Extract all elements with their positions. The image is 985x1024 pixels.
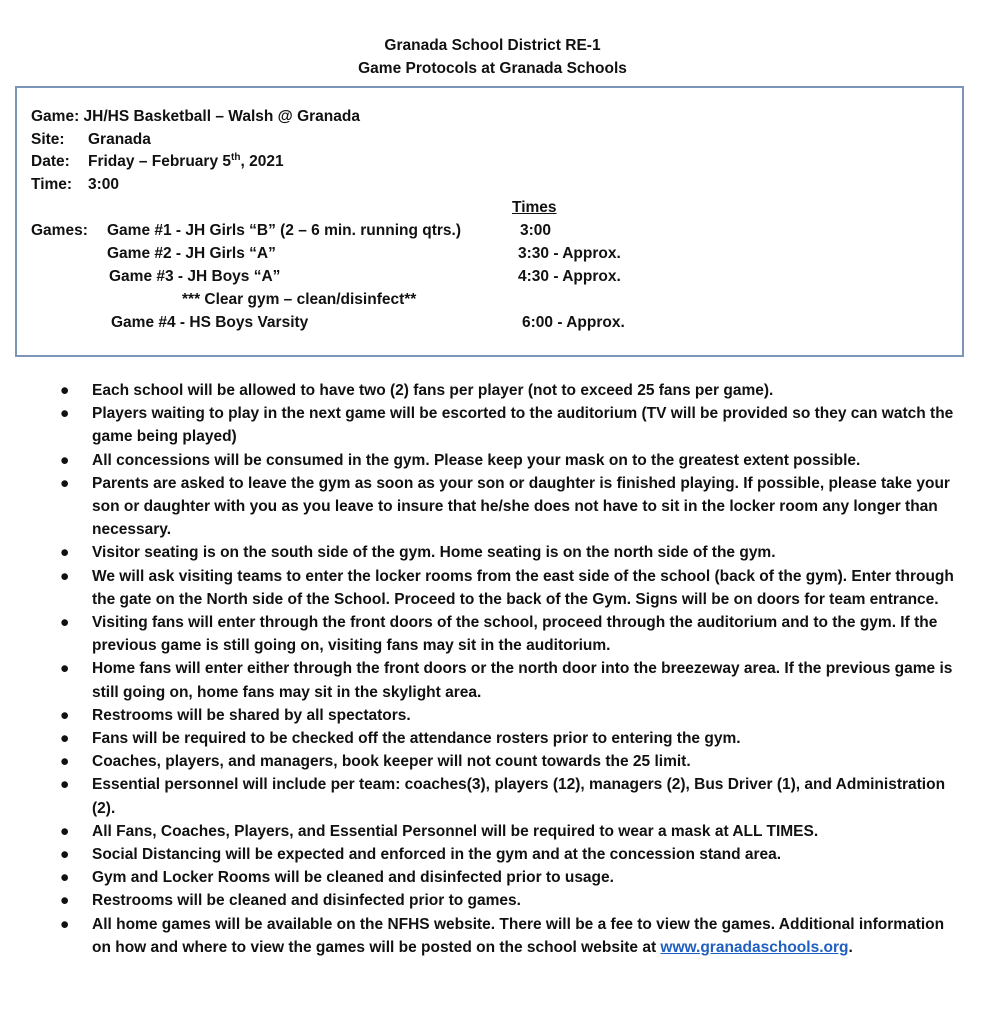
bullet-icon: ● <box>60 382 70 399</box>
bullet-icon: ● <box>60 892 70 910</box>
district-title: Granada School District RE-1 <box>384 37 601 54</box>
bullet-icon: ● <box>60 660 70 678</box>
rule-text: All home games will be available on the NFHS website. There will be a fee to view the games. Additional information on how and where to view the games will be posted on the school website at <box>92 915 945 956</box>
list-item <box>60 402 960 448</box>
rule-text: Visitor seating is on the south side of the gym. Home seating is on the north side of the gym. <box>92 544 776 562</box>
list-item <box>60 449 960 472</box>
list-item <box>60 565 960 611</box>
game-3-name: Game #3 - JH Boys “A” <box>109 268 281 285</box>
bullet-icon: ● <box>60 544 70 562</box>
date-value <box>88 152 284 172</box>
rule-text: Fans will be required to be checked off the attendance rosters prior to entering the gym. <box>92 730 741 748</box>
list-item <box>60 657 960 703</box>
list-item <box>60 843 960 866</box>
game-1-time: 3:00 <box>520 222 552 239</box>
document-header <box>0 34 985 80</box>
rule-text: Visiting fans will enter through the front doors of the school, proceed through the auditorium and to the gym. If the previous game is still going on, visiting fans may sit in the auditorium. <box>92 614 938 655</box>
game-4-time: 6:00 - Approx. <box>522 314 625 331</box>
game-4-name: Game #4 - HS Boys Varsity <box>111 314 309 331</box>
bullet-icon: ● <box>60 451 70 469</box>
date-text: Friday – February 5 <box>88 153 232 170</box>
rule-text: Parents are asked to leave the gym as soon as your son or daughter is finished playing. If possible, please take your son or daughter with you as you leave to insure that he/she does not have to sit in the locker room any longer than necessary. <box>92 474 950 539</box>
site-value: Granada <box>88 131 151 148</box>
rule-text: We will ask visiting teams to enter the locker rooms from the east side of the school (back of the gym). Enter through the gate on the North side of the School. Proceed to the back of the Gym. Signs will be on doors for team entrance. <box>92 567 954 608</box>
date-suffix: th <box>231 151 241 163</box>
bullet-icon: ● <box>60 915 70 933</box>
rule-text: Essential personnel will include per team: coaches(3), players (12), managers (2), Bus Driver (1), and Administration (2). <box>92 776 946 817</box>
list-item <box>60 889 960 912</box>
bullet-icon: ● <box>60 567 70 585</box>
list-item <box>60 727 960 750</box>
list-item <box>60 379 960 402</box>
bullet-icon: ● <box>60 405 70 423</box>
date-label: Date: <box>31 153 70 170</box>
bullet-icon: ● <box>60 730 70 748</box>
rule-text: Gym and Locker Rooms will be cleaned and disinfected prior to usage. <box>92 869 614 887</box>
protocol-list <box>60 379 960 959</box>
rule-text: Restrooms will be cleaned and disinfected prior to games. <box>92 892 521 910</box>
rule-text: Coaches, players, and managers, book keeper will not count towards the 25 limit. <box>92 753 691 771</box>
clear-gym-note: *** Clear gym – clean/disinfect** <box>182 291 417 308</box>
document-title: Game Protocols at Granada Schools <box>358 60 627 77</box>
game-2-time: 3:30 - Approx. <box>518 245 621 262</box>
game-2-name: Game #2 - JH Girls “A” <box>107 245 276 262</box>
rule-text: Players waiting to play in the next game will be escorted to the auditorium (TV will be provided so they can watch the game being played) <box>92 405 954 446</box>
school-website-link[interactable]: www.granadaschools.org <box>660 938 849 956</box>
bullet-icon: ● <box>60 776 70 794</box>
date-year: , 2021 <box>240 153 284 170</box>
rule-text: Home fans will enter either through the front doors or the north door into the breezeway area. If the previous game is still going on, home fans may sit in the skylight area. <box>92 660 953 701</box>
game-3-time: 4:30 - Approx. <box>518 268 621 285</box>
times-header: Times <box>512 199 557 216</box>
rule-text: All Fans, Coaches, Players, and Essential Personnel will be required to wear a mask at ALL TIMES. <box>92 822 819 840</box>
time-label: Time: <box>31 176 73 193</box>
rule-text: Restrooms will be shared by all spectators. <box>92 706 411 724</box>
list-item <box>60 913 960 959</box>
list-item <box>60 611 960 657</box>
rule-text: All concessions will be consumed in the gym. Please keep your mask on to the greatest extent possible. <box>92 451 861 469</box>
list-item <box>60 773 960 819</box>
list-item <box>60 820 960 843</box>
list-item <box>60 541 960 564</box>
rule-text: Social Distancing will be expected and enforced in the gym and at the concession stand area. <box>92 846 782 864</box>
rule-period: . <box>848 938 853 956</box>
time-value: 3:00 <box>88 176 120 193</box>
list-item <box>60 750 960 773</box>
bullet-icon: ● <box>60 846 70 864</box>
game-1-name: Game #1 - JH Girls “B” (2 – 6 min. running qtrs.) <box>107 222 461 239</box>
bullet-icon: ● <box>60 706 70 724</box>
list-item <box>60 866 960 889</box>
games-label: Games: <box>31 222 88 239</box>
bullet-icon: ● <box>60 614 70 632</box>
bullet-icon: ● <box>60 869 70 887</box>
bullet-icon: ● <box>60 474 70 492</box>
list-item <box>60 704 960 727</box>
game-title: Game: JH/HS Basketball – Walsh @ Granada <box>31 108 360 125</box>
bullet-icon: ● <box>60 753 70 771</box>
bullet-icon: ● <box>60 822 70 840</box>
game-info-box <box>15 86 964 357</box>
list-item <box>60 472 960 542</box>
site-label: Site: <box>31 131 65 148</box>
rule-text: Each school will be allowed to have two (2) fans per player (not to exceed 25 fans per game). <box>92 382 774 399</box>
